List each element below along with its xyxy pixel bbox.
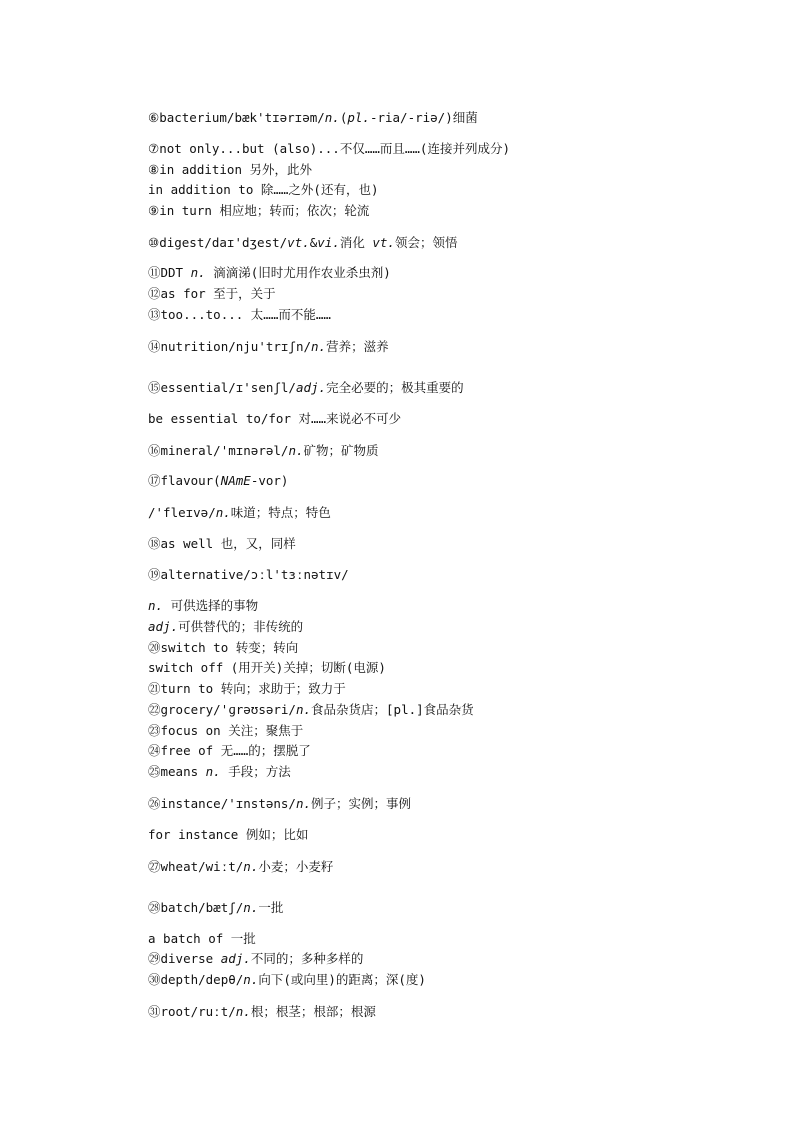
pos-label: n. (324, 110, 340, 125)
text-run: for instance 例如；比如 (148, 827, 309, 842)
entry-alternative-noun (148, 598, 258, 614)
text-run: ⑭nutrition/nju'trɪʃn/ (148, 339, 312, 354)
text-run: 味道；特点；特色 (230, 505, 331, 520)
entry-as-well (148, 536, 296, 552)
pos-label: adj. (148, 619, 179, 634)
text-run: ⑮essential/ɪ'senʃl/ (148, 380, 296, 395)
text-run: ⑰flavour( (148, 473, 221, 488)
pos-label: n. (243, 900, 259, 915)
pos-label: pl. (347, 110, 370, 125)
text-run: 可供选择的事物 (163, 598, 259, 613)
pos-label: n. (243, 972, 259, 987)
entry-digest (148, 235, 457, 251)
text-run: a batch of 一批 (148, 931, 256, 946)
text-run: ㉗wheat/wiːt/ (148, 859, 244, 874)
text-run: ⑳switch to 转变；转向 (148, 640, 299, 655)
text-run: ㉚depth/depθ/ (148, 972, 244, 987)
text-run: 完全必要的；极其重要的 (326, 380, 464, 395)
entry-grocery (148, 702, 474, 718)
text-run: 向下(或向里)的距离；深(度) (258, 972, 426, 987)
entry-depth (148, 972, 426, 988)
text-run: be essential to/for 对……来说必不可少 (148, 411, 402, 426)
entry-switch-off (148, 660, 386, 676)
text-run: ⑫as for 至于，关于 (148, 286, 276, 301)
entry-in-addition-to (148, 182, 379, 198)
entry-nutrition (148, 339, 389, 355)
text-run: -ria/-riə/)细菌 (369, 110, 478, 125)
entry-free-of (148, 743, 311, 759)
text-run: in addition to 除……之外(还有，也) (148, 182, 379, 197)
entry-essential (148, 380, 464, 396)
entry-mineral (148, 443, 379, 459)
text-run: ⑦not only...but (also)...不仅……而且……(连接并列成分) (148, 141, 510, 156)
entry-turn-to (148, 681, 346, 697)
text-run: ㉙diverse (148, 951, 221, 966)
pos-label: vt. (372, 235, 395, 250)
entry-wheat (148, 859, 333, 875)
entry-in-addition (148, 162, 312, 178)
text-run: ⑥bacterium/bæk'tɪərɪəm/ (148, 110, 325, 125)
text-run: & (309, 235, 318, 250)
pos-label: n. (235, 1004, 251, 1019)
entry-be-essential-to (148, 411, 401, 427)
entry-as-for (148, 286, 276, 302)
text-run: -vor) (250, 473, 289, 488)
text-run: ⑬too...to... 太……而不能…… (148, 307, 331, 322)
text-run: ㉑turn to 转向；求助于；致力于 (148, 681, 346, 696)
entry-flavour (148, 473, 288, 489)
text-run: 手段；方法 (220, 764, 291, 779)
pos-label: adj. (295, 380, 327, 395)
text-run: ⑧in addition 另外，此外 (148, 162, 313, 177)
entry-for-instance (148, 827, 308, 843)
text-run: ⑪DDT (148, 265, 191, 280)
text-run: ㉛root/ruːt/ (148, 1004, 236, 1019)
entry-diverse (148, 951, 363, 967)
pos-label: n. (243, 859, 259, 874)
text-run: ⑩digest/daɪ'dʒest/ (148, 235, 288, 250)
entry-flavour-meaning (148, 505, 331, 521)
entry-batch (148, 900, 283, 916)
pos-label: n. (295, 702, 312, 717)
pos-label: NAmE (220, 473, 251, 488)
pos-label: n. (288, 443, 304, 458)
text-run: ㉒grocery/'ɡrəʊsəri/ (148, 702, 296, 717)
entry-in-turn (148, 203, 369, 219)
text-run: 领会；领悟 (394, 235, 458, 250)
text-run: 滴滴涕(旧时尤用作农业杀虫剂) (205, 265, 391, 280)
text-run: ㉖instance/'ɪnstəns/ (148, 796, 296, 811)
text-run: 可供替代的；非传统的 (178, 619, 304, 634)
text-run: 矿物；矿物质 (303, 443, 379, 458)
text-run: 营养；滋养 (326, 339, 389, 354)
entry-alternative-adj (148, 619, 303, 635)
entry-not-only-but-also (148, 141, 510, 157)
text-run: 例子；实例；事例 (311, 796, 412, 811)
entry-instance (148, 796, 411, 812)
pos-label: n. (295, 796, 312, 811)
text-run: 不同的；多种多样的 (250, 951, 364, 966)
entry-bacterium (148, 110, 478, 126)
text-run: ㉕means (148, 764, 206, 779)
text-run: switch off (用开关)关掉；切断(电源) (148, 660, 386, 675)
entry-too-to (148, 307, 331, 323)
text-run: ⑲alternative/ɔːl'tɜːnətɪv/ (148, 567, 349, 582)
text-run: ( (339, 110, 348, 125)
pos-label: n. (311, 339, 327, 354)
text-run: ⑯mineral/'mɪnərəl/ (148, 443, 289, 458)
text-run: ㉓focus on 关注；聚焦于 (148, 723, 304, 738)
text-run: ㉘batch/bætʃ/ (148, 900, 244, 915)
entry-a-batch-of (148, 931, 256, 947)
text-run: ㉔free of 无……的；摆脱了 (148, 743, 311, 758)
pos-label: vi. (317, 235, 340, 250)
entry-means (148, 764, 291, 780)
text-run: /'fleɪvə/ (148, 505, 216, 520)
entry-alternative (148, 567, 349, 583)
text-run: 小麦；小麦籽 (258, 859, 334, 874)
pos-label: n. (148, 598, 164, 613)
entry-ddt (148, 265, 391, 281)
entry-switch-to (148, 640, 298, 656)
pos-label: adj. (220, 951, 251, 966)
pos-label: n. (215, 505, 231, 520)
text-run: 消化 (339, 235, 373, 250)
text-run: ⑨in turn 相应地；转而；依次；轮流 (148, 203, 370, 218)
entry-focus-on (148, 723, 303, 739)
text-run: 食品杂货店；[pl.]食品杂货 (311, 702, 474, 717)
pos-label: vt. (287, 235, 310, 250)
pos-label: n. (205, 764, 221, 779)
text-run: 根；根茎；根部；根源 (250, 1004, 376, 1019)
pos-label: n. (190, 265, 206, 280)
text-run: 一批 (258, 900, 284, 915)
text-run: ⑱as well 也，又，同样 (148, 536, 296, 551)
entry-root (148, 1004, 376, 1020)
